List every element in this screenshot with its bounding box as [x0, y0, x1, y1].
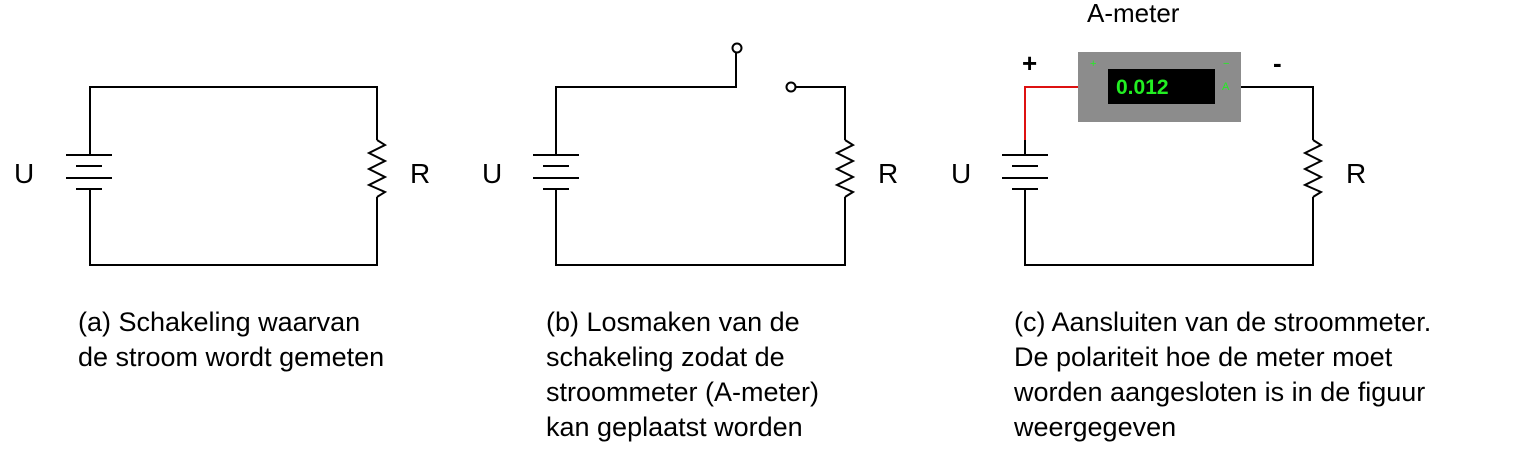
circuit-c-wire-bottom: [1025, 196, 1313, 265]
circuit-b-battery-symbol: [533, 155, 579, 196]
caption-line: kan geplaatst worden: [546, 412, 803, 442]
circuit-a-wire: [90, 87, 377, 155]
circuit-c-resistor-symbol: [1305, 140, 1321, 197]
circuit-b-wire-right: [796, 87, 845, 140]
caption-line: (a) Schakeling waarvan: [78, 307, 361, 337]
ammeter-reading: 0.012: [1116, 76, 1169, 99]
circuit-c-resistor-label: R: [1346, 158, 1367, 189]
circuit-b-resistor-symbol: [837, 140, 853, 197]
circuit-b-wire-left: [556, 53, 736, 155]
circuit-c-battery-symbol: [1002, 155, 1048, 196]
caption-line: (c) Aansluiten van de stroommeter.: [1014, 307, 1432, 337]
circuit-a-resistor-label: R: [410, 158, 431, 189]
caption-line: stroommeter (A-meter): [546, 377, 820, 407]
ammeter: [1078, 52, 1241, 122]
circuit-b-voltage-label: U: [482, 158, 503, 189]
circuit-b-resistor-label: R: [878, 158, 899, 189]
circuit-b-wire-bottom: [556, 196, 845, 265]
circuit-c-voltage-label: U: [951, 158, 972, 189]
ammeter-unit: A: [1222, 81, 1230, 93]
circuit-a: [66, 87, 385, 265]
circuit-b-caption: [546, 305, 819, 445]
circuit-b: [533, 44, 853, 266]
ammeter-plus-terminal: +: [1090, 58, 1097, 70]
circuit-b-open-terminal-2: [787, 83, 796, 92]
caption-line: schakeling zodat de: [546, 342, 785, 372]
circuit-c-minus-label: -: [1273, 48, 1282, 78]
circuit-a-caption: [78, 305, 384, 375]
ammeter-title: A-meter: [1087, 0, 1180, 28]
circuit-c-wire-right: [1241, 87, 1313, 140]
caption-line: De polariteit hoe de meter moet: [1014, 342, 1393, 372]
circuit-a-battery-symbol: [66, 155, 112, 196]
circuit-a-voltage-label: U: [14, 158, 35, 189]
circuit-c-caption: [1014, 305, 1431, 445]
caption-line: worden aangesloten is in de figuur: [1014, 377, 1426, 407]
circuit-b-open-terminal-1: [733, 44, 742, 53]
caption-line: (b) Losmaken van de: [546, 307, 800, 337]
caption-line: weergegeven: [1014, 412, 1177, 442]
circuit-c-positive-wire: [1025, 87, 1078, 140]
ammeter-minus-terminal: −: [1223, 58, 1230, 70]
caption-line: de stroom wordt gemeten: [78, 342, 385, 372]
circuit-c-plus-label: +: [1022, 48, 1038, 78]
circuit-a-wire-bottom: [90, 196, 377, 265]
circuit-a-resistor-symbol: [369, 140, 385, 197]
